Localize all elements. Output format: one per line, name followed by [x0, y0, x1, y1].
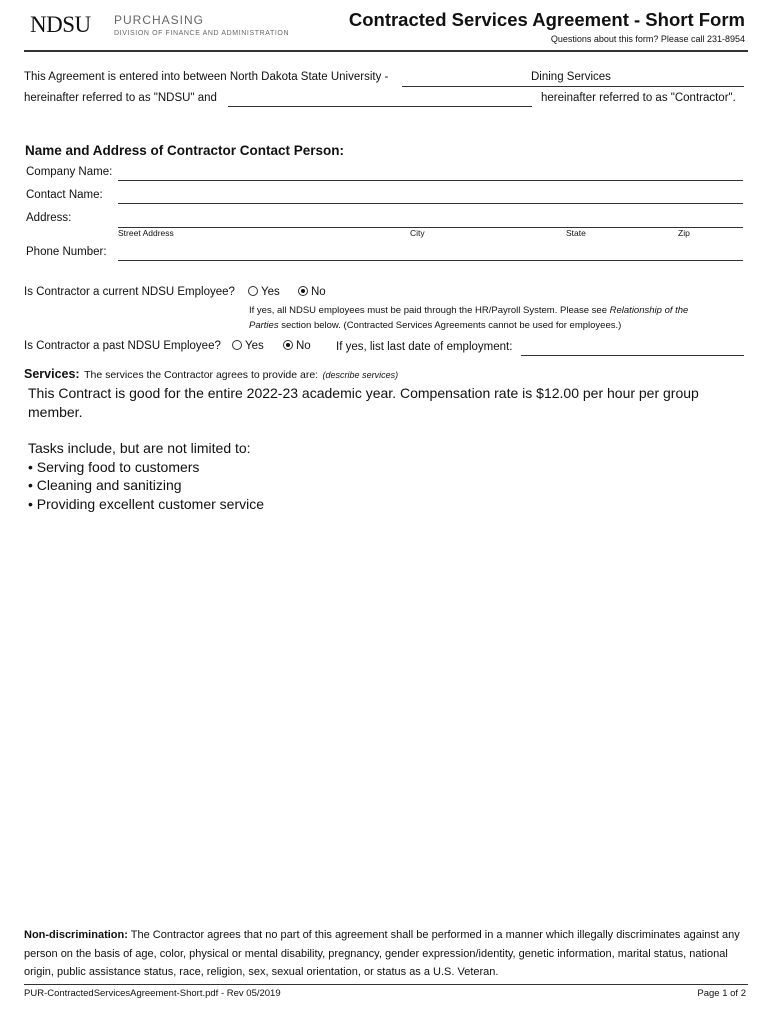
- contact-name-field[interactable]: [120, 189, 740, 203]
- footer-divider: [24, 984, 748, 985]
- last-date-line: [521, 355, 744, 356]
- services-heading: Services:: [24, 367, 80, 381]
- phone-number-line: [118, 260, 743, 261]
- tasks-intro: Tasks include, but are not limited to:: [28, 440, 251, 456]
- no-label: No: [311, 286, 326, 298]
- contractor-name-field[interactable]: [232, 92, 528, 106]
- footer-filename: PUR-ContractedServicesAgreement-Short.pdf - Rev 05/2019: [24, 988, 281, 999]
- zip-caption: Zip: [678, 228, 690, 238]
- street-address-caption: Street Address: [118, 228, 174, 238]
- phone-number-field[interactable]: [120, 246, 740, 260]
- note-text-b: section below. (Contracted Services Agreements cannot be used for employees.): [278, 320, 622, 331]
- address-label: Address:: [26, 212, 72, 224]
- state-caption: State: [566, 228, 586, 238]
- company-name-label: Company Name:: [26, 166, 113, 178]
- services-description: The services the Contractor agrees to provide are:: [84, 369, 319, 381]
- past-employee-yes-radio[interactable]: [232, 340, 264, 352]
- last-date-field[interactable]: [523, 341, 742, 355]
- past-employee-question: Is Contractor a past NDSU Employee?: [24, 340, 221, 352]
- radio-circle: [248, 286, 258, 296]
- header-divider: [24, 50, 748, 52]
- ndsu-logo: NDSU: [30, 12, 91, 37]
- contact-name-label: Contact Name:: [26, 189, 103, 201]
- questions-contact: Questions about this form? Please call 231-8954: [550, 34, 745, 44]
- radio-circle-selected: [283, 340, 293, 350]
- current-employee-no-radio[interactable]: [298, 286, 326, 298]
- list-item: • Providing excellent customer service: [28, 495, 748, 514]
- services-paragraph: This Contract is good for the entire 2022-23 academic year. Compensation rate is $12.00 per hour per group member.: [28, 385, 699, 420]
- intro-line2-text: hereinafter referred to as "NDSU" and: [24, 92, 217, 104]
- intro-line1-text: This Agreement is entered into between North Dakota State University -: [24, 71, 389, 83]
- nondiscrimination-label: Non-discrimination:: [24, 929, 128, 941]
- contact-section-heading: Name and Address of Contractor Contact Person:: [25, 143, 345, 158]
- dept-line1: PURCHASING: [114, 13, 205, 27]
- department-name: [114, 14, 289, 40]
- city-caption: City: [410, 228, 425, 238]
- form-title: Contracted Services Agreement - Short Form: [348, 9, 745, 30]
- employee-note: [249, 303, 749, 333]
- note-italic-b: Parties: [249, 320, 279, 331]
- yes-label: Yes: [261, 286, 280, 298]
- current-employee-yes-radio[interactable]: [248, 286, 280, 298]
- last-date-label: If yes, list last date of employment:: [336, 341, 513, 353]
- contractor-name-line: [228, 106, 532, 107]
- services-text-area[interactable]: [28, 384, 748, 513]
- radio-circle-selected: [298, 286, 308, 296]
- department-field-line: [402, 86, 744, 87]
- note-text-a: If yes, all NDSU employees must be paid through the HR/Payroll System. Please see: [249, 305, 610, 316]
- phone-number-label: Phone Number:: [26, 246, 107, 258]
- current-employee-question: Is Contractor a current NDSU Employee?: [24, 286, 235, 298]
- note-italic-a: Relationship of the: [609, 305, 689, 316]
- intro-line2-suffix: hereinafter referred to as "Contractor".: [541, 92, 736, 104]
- tasks-list: [28, 458, 748, 514]
- list-item: • Serving food to customers: [28, 458, 748, 477]
- yes-label: Yes: [245, 340, 264, 352]
- nondiscrimination-text: The Contractor agrees that no part of this agreement shall be performed in a manner which illegally discriminates against any person on the basis of age, color, physical or mental disability, pregnancy, gender expression/identity, genetic information, marital status, national origin, public assistance status, race, religion, sex, sexual orientation, or status as a U.S. Veteran.: [24, 929, 740, 978]
- address-field[interactable]: [120, 213, 740, 227]
- page-number: Page 1 of 2: [697, 988, 746, 999]
- nondiscrimination-clause: [24, 926, 748, 982]
- company-name-line: [118, 180, 743, 181]
- services-hint: (describe services): [322, 370, 399, 380]
- list-item: • Cleaning and sanitizing: [28, 476, 748, 495]
- dept-line2: DIVISION OF FINANCE AND ADMINISTRATION: [114, 30, 290, 37]
- department-field[interactable]: Dining Services: [531, 71, 611, 83]
- address-line: [118, 227, 743, 228]
- radio-circle: [232, 340, 242, 350]
- past-employee-no-radio[interactable]: [283, 340, 311, 352]
- services-header: [24, 365, 398, 383]
- company-name-field[interactable]: [120, 166, 740, 180]
- contact-name-line: [118, 203, 743, 204]
- no-label: No: [296, 340, 311, 352]
